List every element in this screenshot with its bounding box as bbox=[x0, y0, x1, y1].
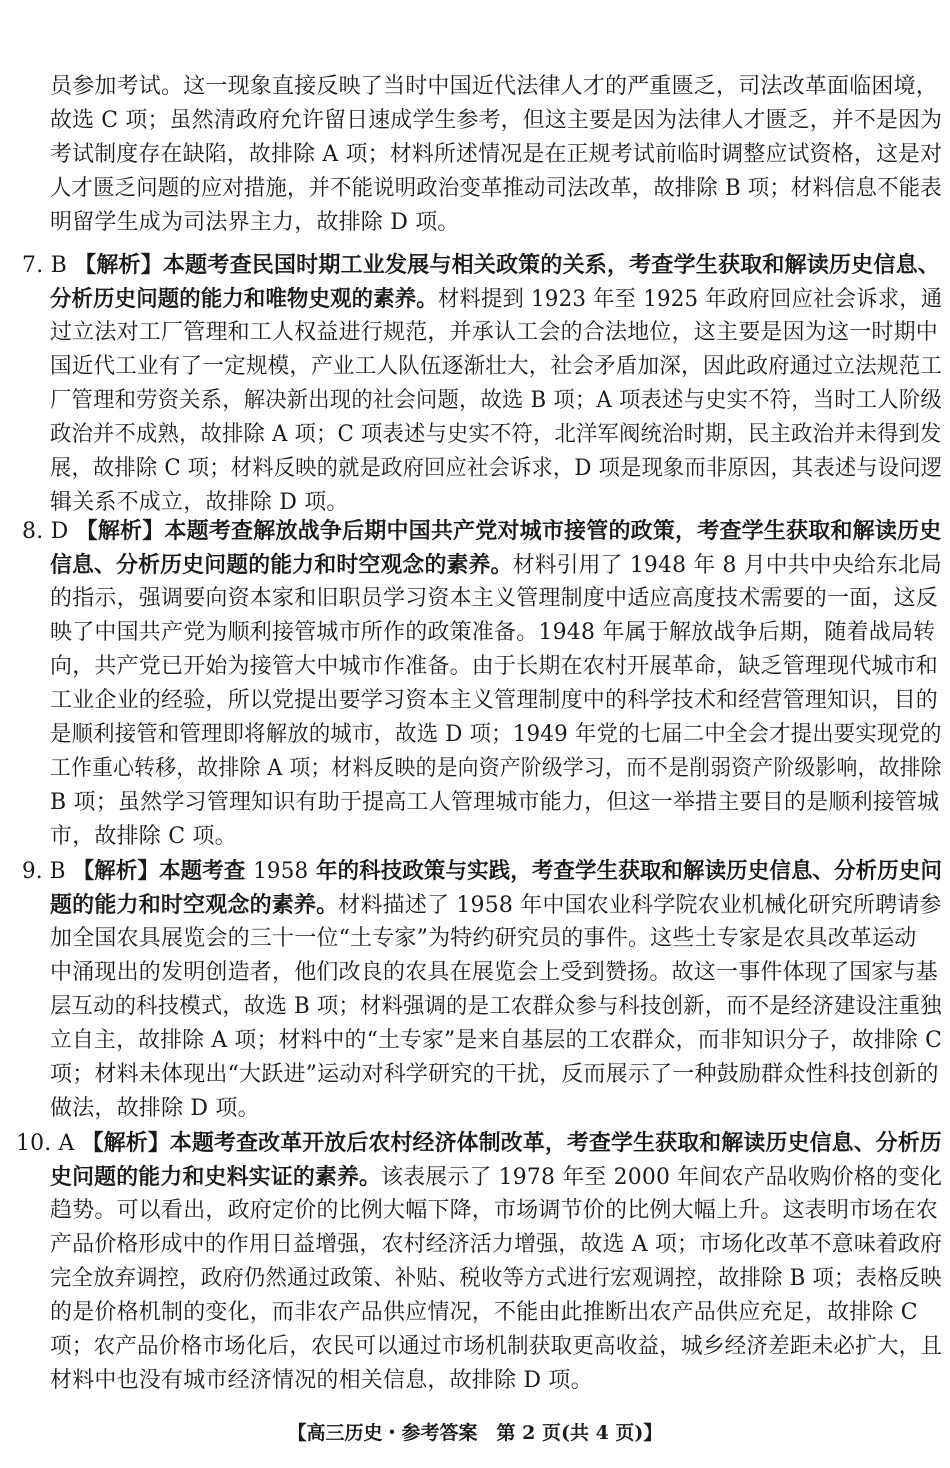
question-number: 10. A bbox=[16, 1131, 75, 1156]
text-line: 故选 C 项；虽然清政府允许留日速成学生参考，但这主要是因为法律人才匮乏，并不是因为 bbox=[50, 108, 943, 133]
question-number: 8. D bbox=[22, 519, 69, 544]
question-9-first-line bbox=[22, 856, 942, 887]
text-line: 厂管理和劳资关系，解决新出现的社会问题，故选 B 项；A 项表述与史实不符，当时工人阶级 bbox=[50, 388, 942, 413]
text-line: 的是价格机制的变化，而非农产品供应情况，不能由此推断出农产品供应充足，故排除 C bbox=[50, 1300, 918, 1325]
analysis-summary: 本题考查改革开放后农村经济体制改革，考查学生获取和解读历史信息、分析历 bbox=[169, 1130, 942, 1156]
analysis-tag: 【解析】 bbox=[72, 858, 160, 884]
text-line bbox=[50, 284, 942, 315]
text-line bbox=[50, 890, 942, 921]
text-line: 国近代工业有了一定规模，产业工人队伍逐渐壮大，社会矛盾加深，因此政府通过立法规范工 bbox=[50, 354, 943, 379]
text-line: 立自主，故排除 A 项；材料中的“土专家”是来自基层的工农群众，而非知识分子，故排除 C bbox=[50, 1028, 942, 1053]
text-line: 政治并不成熟，故排除 A 项；C 项表述与史实不符，北洋军阀统治时期，民主政治并未得到发 bbox=[50, 422, 942, 447]
analysis-tag: 【解析】 bbox=[74, 252, 163, 278]
analysis-summary: 本题考查解放战争后期中国共产党对城市接管的政策，考查学生获取和解读历史 bbox=[164, 518, 942, 544]
analysis-tag: 【解析】 bbox=[75, 518, 165, 544]
text-line: 完全放弃调控，政府仍然通过政策、补贴、税收等方式进行宏观调控，故排除 B 项；表格反映 bbox=[50, 1266, 942, 1291]
text-line: 工作重心转移，故排除 A 项；材料反映的是向资产阶级学习，而不是削弱资产阶级影响，故排除 bbox=[50, 756, 942, 781]
text-line bbox=[50, 1162, 942, 1193]
question-number: 9. B bbox=[22, 859, 66, 884]
text-line: 趋势。可以看出，政府定价的比例大幅下降，市场调节价的比例大幅上升。这表明市场在农 bbox=[50, 1198, 939, 1223]
analysis-summary: 年的科技政策与实践，考查学生获取和解读历史信息、分析历史问 bbox=[308, 858, 943, 884]
analysis-summary: 本题考查 bbox=[159, 858, 254, 884]
text-line bbox=[50, 550, 942, 581]
text-line: 员参加考试。这一现象直接反映了当时中国近代法律人才的严重匮乏，司法改革面临困境， bbox=[50, 74, 939, 99]
text-line: 项；农产品价格市场化后，农民可以通过市场机制获取更高收益，城乡经济差距未必扩大，且 bbox=[50, 1334, 943, 1359]
page-footer: 【高三历史・参考答案 第 2 页(共 4 页)】 bbox=[287, 1422, 663, 1444]
analysis-tag: 【解析】 bbox=[81, 1130, 170, 1156]
text-line: 明留学生成为司法界主力，故排除 D 项。 bbox=[50, 210, 460, 235]
analysis-text: 该表展示了 1978 年至 2000 年间农产品收购价格的变化 bbox=[381, 1165, 943, 1190]
text-line: 工业企业的经验，所以党提出要学习资本主义管理制度中的科学技术和经营管理知识，目的 bbox=[50, 688, 939, 713]
text-line: 材料中也没有城市经济情况的相关信息，故排除 D 项。 bbox=[50, 1368, 593, 1393]
text-line: 做法，故排除 D 项。 bbox=[50, 1096, 260, 1121]
text-line: 映了中国共产党为顺利接管城市所作的政策准备。1948 年属于解放战争后期，随着战局转 bbox=[50, 620, 936, 645]
analysis-summary: 分析历史问题的能力和唯物史观的素养。 bbox=[50, 286, 438, 312]
year-text: 1958 bbox=[253, 859, 309, 884]
text-line: 人才匮乏问题的应对措施，并不能说明政治变革推动司法改革，故排除 B 项；材料信息不能表 bbox=[50, 176, 942, 201]
text-line: 市，故排除 C 项。 bbox=[50, 824, 237, 849]
question-8-first-line bbox=[22, 516, 941, 547]
text-line: 辑关系不成立，故排除 D 项。 bbox=[50, 490, 349, 515]
analysis-summary: 本题考查民国时期工业发展与相关政策的关系，考查学生获取和解读历史信息、 bbox=[162, 252, 940, 278]
question-10-first-line bbox=[16, 1128, 942, 1159]
text-line: 过立法对工厂管理和工人权益进行规范，并承认工会的合法地位，这主要是因为这一时期中 bbox=[50, 320, 939, 345]
analysis-text: 材料提到 1923 年至 1925 年政府回应社会诉求，通 bbox=[437, 287, 943, 312]
text-line: 是顺利接管和管理即将解放的城市，故选 D 项；1949 年党的七届二中全会才提出要实现党的 bbox=[50, 722, 942, 747]
analysis-text: 材料描述了 1958 年中国农业科学院农业机械化研究所聘请参 bbox=[338, 893, 942, 918]
text-line: 中涌现出的发明创造者，他们改良的农具在展览会上受到赞扬。故这一事件体现了国家与基 bbox=[50, 960, 939, 985]
text-line: 展，故排除 C 项；材料反映的就是政府回应社会诉求，D 项是现象而非原因，其表述与设问逻 bbox=[50, 456, 943, 481]
text-line: 产品价格形成中的作用日益增强，农村经济活力增强，故选 A 项；市场化改革不意味着政府 bbox=[50, 1232, 943, 1257]
analysis-summary: 史问题的能力和史料实证的素养。 bbox=[50, 1164, 382, 1190]
text-line: 层互动的科技模式，故选 B 项；材料强调的是工农群众参与科技创新，而不是经济建设注重独 bbox=[50, 994, 942, 1019]
text-line: 项；材料未体现出“大跃进”运动对科学研究的干扰，反而展示了一种鼓励群众性科技创新的 bbox=[50, 1062, 939, 1087]
text-line: 的指示，强调要向资本家和旧职员学习资本主义管理制度中适应高度技术需要的一面，这反 bbox=[50, 586, 939, 611]
analysis-text: 材料引用了 1948 年 8 月中共中央给东北局 bbox=[512, 553, 942, 578]
question-number: 7. B bbox=[22, 253, 67, 278]
question-7-first-line bbox=[22, 250, 940, 281]
analysis-summary: 题的能力和时空观念的素养。 bbox=[50, 892, 339, 918]
text-line: 考试制度存在缺陷，故排除 A 项；材料所述情况是在正规考试前临时调整应试资格，这是对 bbox=[50, 142, 943, 167]
text-line: 向，共产党已开始为接管大中城市作准备。由于长期在农村开展革命，缺乏管理现代城市和 bbox=[50, 654, 939, 679]
text-line: 加全国农具展览会的三十一位“土专家”为特约研究员的事件。这些土专家是农具改革运动 bbox=[50, 926, 917, 951]
analysis-summary: 信息、分析历史问题的能力和时空观念的素养。 bbox=[50, 552, 513, 578]
text-line: B 项；虽然学习管理知识有助于提高工人管理城市能力，但这一举措主要目的是顺利接管城 bbox=[50, 790, 940, 815]
